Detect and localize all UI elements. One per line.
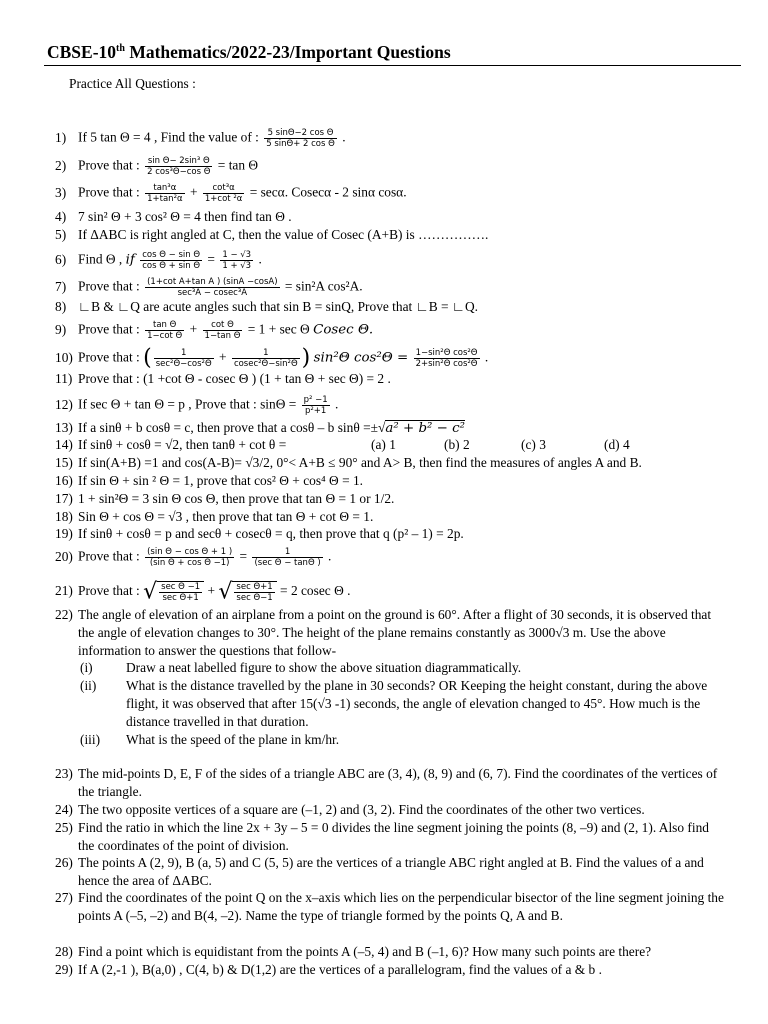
question-13: 13) If a sinθ + b cosθ = c, then prove that a cosθ – b sinθ =±√a² + b² − c² [55,420,465,437]
fraction: $\frac{\text{5 sinΘ−2 cos Θ}}{\text{5 sinΘ+ 2 cos Θ}}$ [266,128,335,149]
question-21: 21) Prove that : √ $\frac{\text{sec Θ −1}}{\text{sec Θ+1}}$ + √ $\frac{\text{sec Θ+1}}{\text{sec Θ−1}}$ = 2 cosec Θ . [55,579,351,605]
question-25: 25) Find the ratio in which the line 2x + 3y – 5 = 0 divides the line segment joining the points (8, –9) and (2, 1). Also find the coordinates of the point of division. [55,820,709,853]
question-4: 4) 7 sin² Θ + 3 cos² Θ = 4 then find tan Θ . [55,209,292,224]
question-6: 6) Find Θ , if $\frac{\text{cos Θ − sin Θ}}{\text{cos Θ + sin Θ}}$ = $\frac{1 - √3}{1 + √3}$ . [55,250,262,271]
question-7: 7) Prove that : $\frac{\text{(1+cot A+tan A ) (sinA −cosA)}}{\text{sec³A − cosec³A}}$ = sin²A cos²A. [55,277,363,298]
question-14: 14) If sinθ + cosθ = √2, then tanθ + cot θ = (a) 1 (b) 2 (c) 3 (d) 4 [55,437,630,452]
question-22-part-i: (i) Draw a neat labelled figure to show the above situation diagrammatically. [80,660,522,675]
question-12: 12) If sec Θ + tan Θ = p , Prove that : sinΘ = $\frac{\text{p² −1}}{\text{p²+1}}$ . [55,395,339,416]
question-5: 5) If ΔABC is right angled at C, then the value of Cosec (A+B) is ……………. [55,227,489,242]
question-11: 11) Prove that : (1 +cot Θ - cosec Θ ) (1 + tan Θ + sec Θ) = 2 . [55,371,391,386]
practice-label: Practice All Questions : [69,76,196,91]
question-24: 24) The two opposite vertices of a square are (–1, 2) and (3, 2). Find the coordinates of the other two vertices. [55,802,645,817]
fraction: $\frac{\text{sin Θ− 2sin³ Θ}}{\text{2 cos³Θ−cos Θ}}$ [147,156,211,177]
question-28: 28) Find a point which is equidistant from the points A (–5, 4) and B (–1, 6)? How many such points are there? [55,944,652,959]
question-9: 9) Prove that : $\frac{\text{tan Θ}}{\text{1−cot Θ}}$ + $\frac{\text{cot Θ}}{\text{1−tan Θ}}$ = 1 + sec Θ Cosec Θ. [55,320,374,341]
question-23: 23) The mid-points D, E, F of the sides of a triangle ABC are (3, 4), (8, 9) and (6, 7). Find the coordinates of the vertices of the triangle. [55,766,718,799]
question-15: 15) If sin(A+B) =1 and cos(A-B)= √3/2, 0°< A+B ≤ 90° and A> B, then find the measures of angles A and B. [55,455,642,470]
question-18: 18) Sin Θ + cos Θ = √3 , then prove that tan Θ + cot Θ = 1. [55,509,374,524]
question-29: 29) If A (2,-1 ), B(a,0) , C(4, b) & D(1,2) are the vertices of a parallelogram, find the values of a & b . [55,962,602,977]
header-rule [44,65,741,66]
question-22-part-iii: (iii) What is the speed of the plane in km/hr. [80,732,340,747]
question-1: 1) If 5 tan Θ = 4 , Find the value of : $\frac{\text{5 sinΘ−2 cos Θ}}{\text{5 sinΘ+ 2 cos Θ}}$ . [55,128,346,149]
question-20: 20) Prove that : $\frac{\text{(sin Θ − cos Θ + 1 )}}{\text{(sin Θ + cos Θ −1)}}$ = $\frac{1}{\text{(sec Θ − tanΘ )}}$ . [55,547,332,568]
question-8: 8) ∟B & ∟Q are acute angles such that sin B = sinQ, Prove that ∟B = ∟Q. [55,299,479,314]
question-19: 19) If sinθ + cosθ = p and secθ + cosecθ = q, then prove that q (p² – 1) = 2p. [55,526,464,541]
question-10: 10) Prove that : ( $\frac{1}{\text{sec²Θ−cos²Θ}}$ + $\frac{1}{\text{cosec²Θ−sin²Θ}}$ ) sin²Θ cos²Θ = $\frac{\text{1−sin²Θ cos²Θ}}{\text{2+sin²Θ cos²Θ}}$ . [55,345,489,371]
question-27: 27) Find the coordinates of the point Q on the x–axis which lies on the perpendicular bisector of the line segment joining the points A (–5, –2) and B(4, –2). Name the type of triangle formed by the points Q, A and B. [55,890,724,923]
question-17: 17) 1 + sin²Θ = 3 sin Θ cos Θ, then prove that tan Θ = 1 or 1/2. [55,491,395,506]
question-2: 2) Prove that : $\frac{\text{sin Θ− 2sin³ Θ}}{\text{2 cos³Θ−cos Θ}}$ = tan Θ [55,156,259,177]
question-16: 16) If sin Θ + sin ² Θ = 1, prove that cos² Θ + cos⁴ Θ = 1. [55,473,364,488]
question-26: 26) The points A (2, 9), B (a, 5) and C (5, 5) are the vertices of a triangle ABC right angled at B. Find the values of a and hence the area of ΔABC. [55,855,704,888]
question-3: 3) Prove that : $\frac{\text{tan³α}}{\text{1+tan²α}}$ + $\frac{\text{cot³α}}{\text{1+cot ²α}}$ = secα. Cosecα - 2 sinα cosα. [55,183,407,204]
page-title: CBSE-10th Mathematics/2022-23/Important Questions [47,42,451,62]
question-22-part-ii: (ii) What is the distance travelled by the plane in 30 seconds? OR Keeping the height constant, during the above flight, it was observed that after 15(√3 -1) seconds, the angle of elevation changed to 45°. How much is the distance travelled in that duration. [80,678,708,729]
question-22: 22) The angle of elevation of an airplane from a point on the ground is 60°. After a flight of 30 seconds, it is observed that the angle of elevation changes to 30°. The height of the plane remains constantly as 3000√3 m. Use the above information to answer the questions that follow- [55,607,712,658]
